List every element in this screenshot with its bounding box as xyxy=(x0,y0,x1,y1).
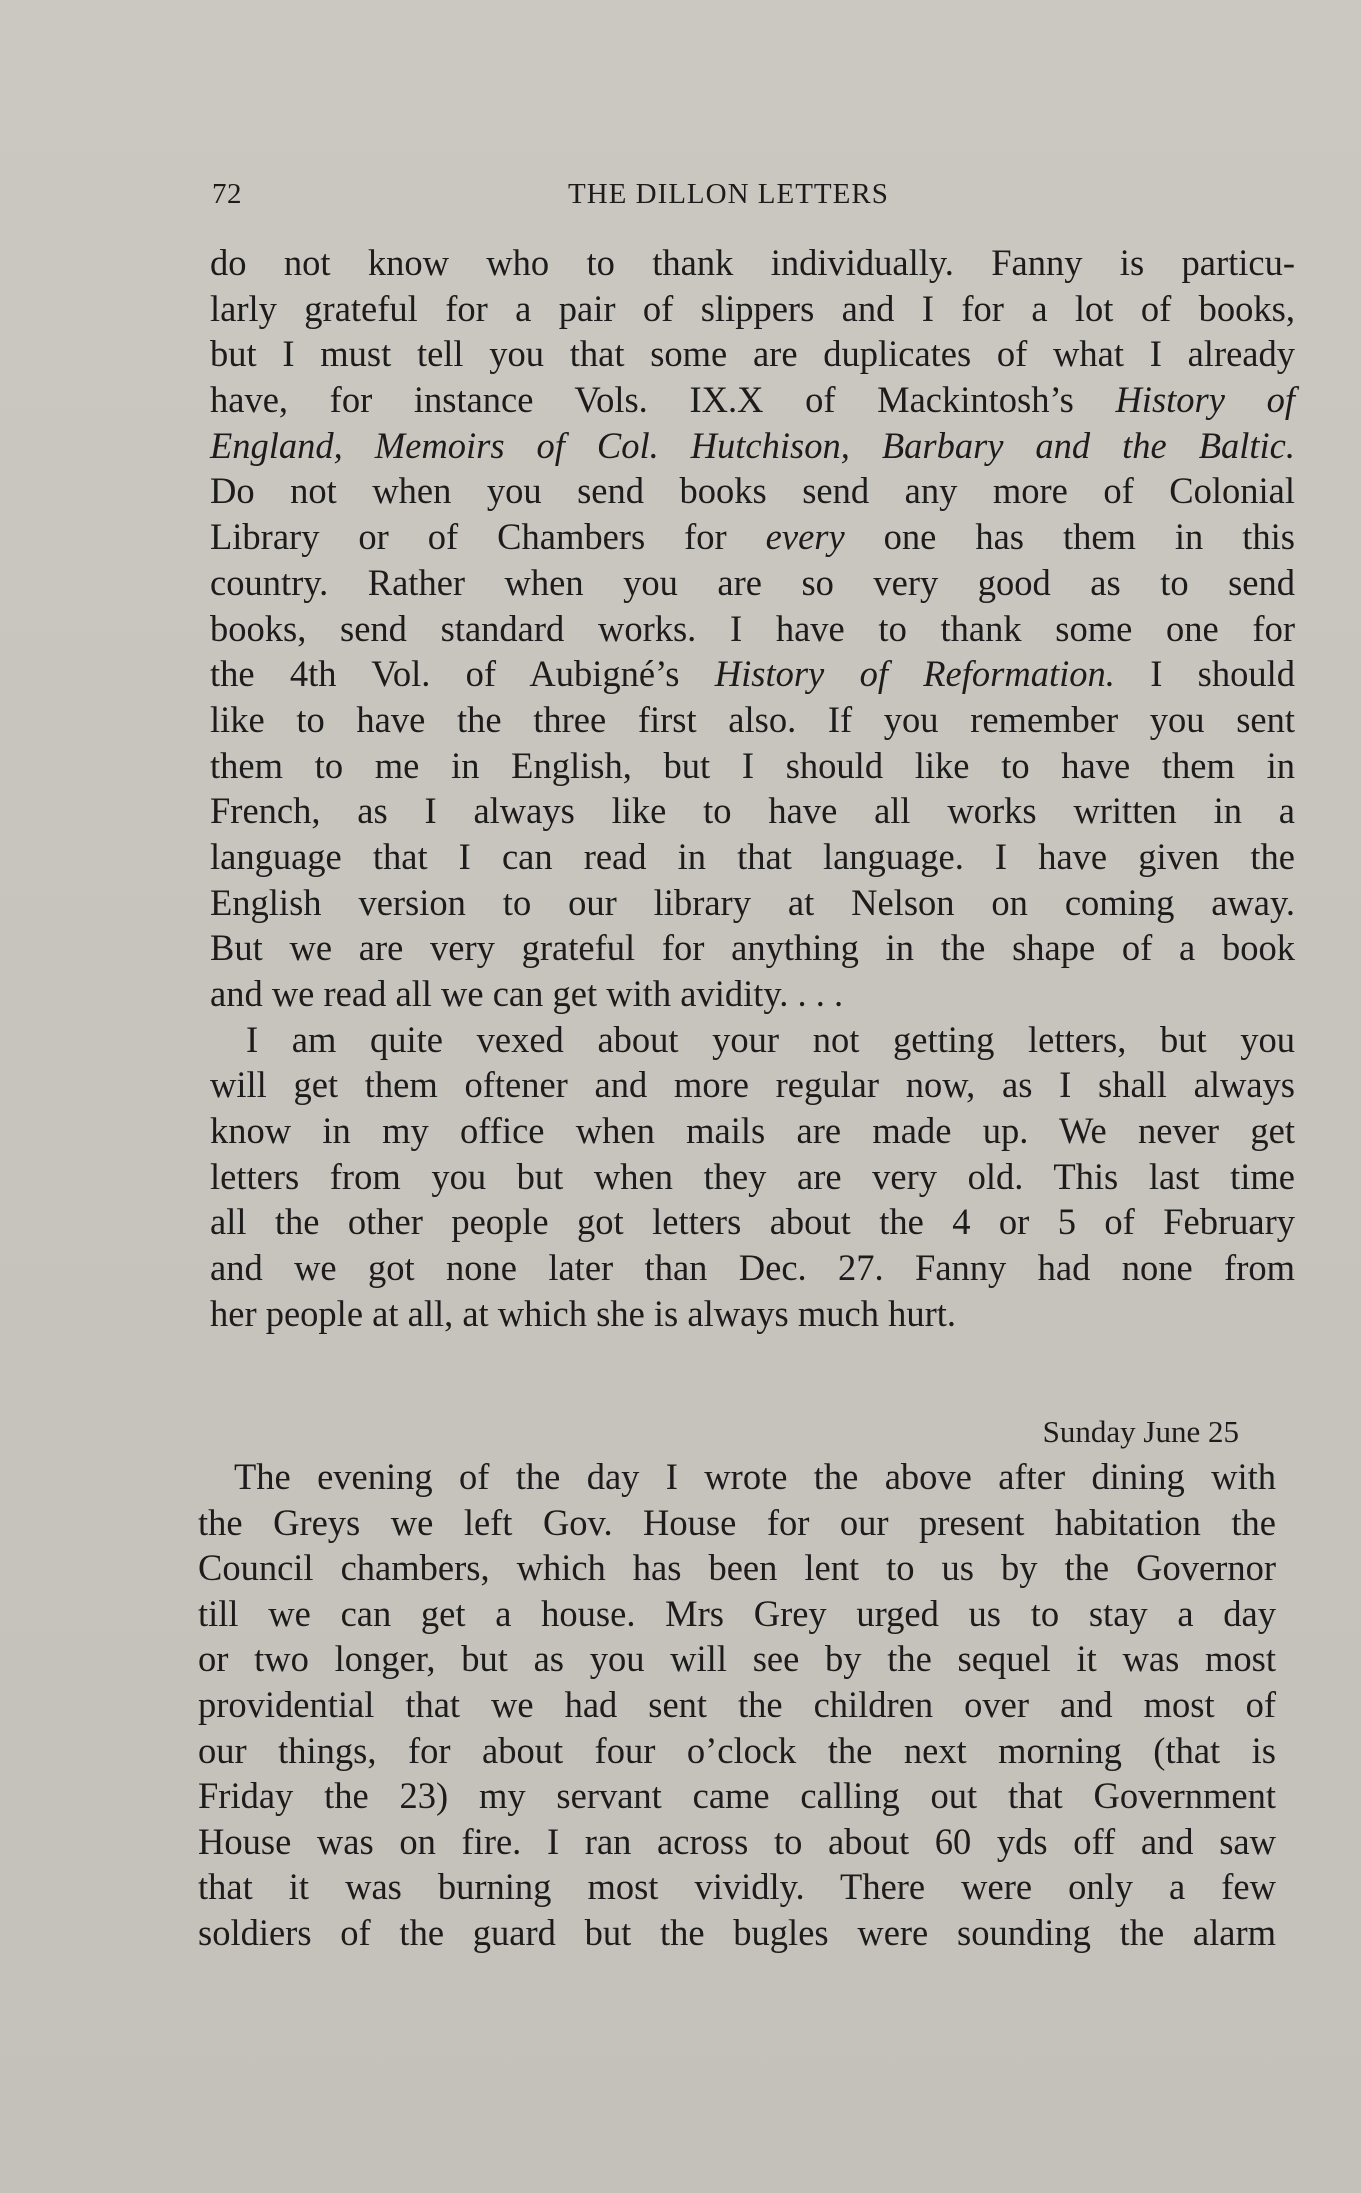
text-line xyxy=(198,1636,1276,1682)
text-line xyxy=(210,834,1295,880)
text-run: one has them in this xyxy=(844,516,1296,558)
text-line xyxy=(198,1545,1276,1591)
text-run: all the other people got letters about the 4 or 5 of February xyxy=(210,1201,1295,1243)
text-line xyxy=(210,1062,1295,1108)
text-line xyxy=(210,651,1295,697)
text-line xyxy=(198,1500,1276,1546)
text-line xyxy=(198,1910,1276,1956)
text-line xyxy=(210,697,1295,743)
text-line xyxy=(210,240,1295,286)
letter-body xyxy=(210,240,1295,1337)
text-line xyxy=(198,1454,1276,1500)
text-run: do not know who to thank individually. Fanny is particu- xyxy=(210,242,1295,283)
running-title: THE DILLON LETTERS xyxy=(568,178,889,210)
text-run: I am quite vexed about your not getting letters, but you xyxy=(246,1018,1295,1060)
text-run: have, for instance Vols. IX.X of Mackintosh’s xyxy=(210,379,1116,421)
text-run: or two longer, but as you will see by the sequel it was most xyxy=(198,1638,1276,1680)
text-line xyxy=(210,788,1295,834)
text-run: will get them oftener and more regular now, as I shall always xyxy=(210,1064,1295,1106)
text-line xyxy=(198,1773,1276,1819)
text-line xyxy=(210,925,1295,971)
italic-title: History of xyxy=(1115,379,1295,421)
text-run: letters from you but when they are very old. This last time xyxy=(210,1155,1295,1197)
text-line xyxy=(210,880,1295,926)
text-run: know in my office when mails are made up. We never get xyxy=(210,1110,1295,1152)
text-line xyxy=(198,1864,1276,1910)
text-run: House was on fire. I ran across to about 60 yds off and saw xyxy=(198,1820,1276,1862)
text-run: the Greys we left Gov. House for our present habitation the xyxy=(198,1501,1276,1543)
text-line xyxy=(210,743,1295,789)
text-line xyxy=(210,1245,1295,1291)
text-line xyxy=(198,1819,1276,1865)
text-line xyxy=(210,468,1295,514)
text-run: The evening of the day I wrote the above after dining with xyxy=(234,1456,1276,1497)
text-run: books, send standard works. I have to thank some one for xyxy=(210,607,1295,649)
text-line xyxy=(198,1682,1276,1728)
text-run: Library or of Chambers for xyxy=(210,516,766,558)
text-run: our things, for about four o’clock the next morning (that is xyxy=(198,1729,1276,1771)
text-line xyxy=(198,1591,1276,1637)
text-line xyxy=(210,1154,1295,1200)
text-run: English version to our library at Nelson on coming away. xyxy=(210,881,1295,923)
text-line xyxy=(210,377,1295,423)
text-run: like to have the three first also. If you remember you sent xyxy=(210,698,1295,740)
text-run: But we are very grateful for anything in the shape of a book xyxy=(210,927,1295,969)
text-run: Do not when you send books send any more of Colonial xyxy=(210,470,1295,512)
text-run: Friday the 23) my servant came calling out that Government xyxy=(198,1775,1276,1817)
text-run: larly grateful for a pair of slippers and I for a lot of books, xyxy=(210,287,1295,329)
text-line xyxy=(210,606,1295,652)
text-line xyxy=(210,514,1295,560)
text-line xyxy=(210,1291,1295,1337)
text-run: and we got none later than Dec. 27. Fanny had none from xyxy=(210,1247,1295,1289)
italic-title: England, Memoirs of Col. Hutchison, Barbary and the Baltic. xyxy=(210,424,1295,466)
text-run: soldiers of the guard but the bugles were sounding the alarm xyxy=(198,1911,1276,1953)
text-run: her people at all, at which she is always much hurt. xyxy=(210,1292,957,1334)
text-run: Council chambers, which has been lent to us by the Governor xyxy=(198,1547,1276,1589)
running-head xyxy=(212,178,1272,218)
text-run: till we can get a house. Mrs Grey urged us to stay a day xyxy=(198,1592,1276,1634)
text-run: country. Rather when you are so very good as to send xyxy=(210,561,1295,603)
text-run: language that I can read in that language. I have given the xyxy=(210,835,1295,877)
text-run: but I must tell you that some are duplicates of what I already xyxy=(210,333,1295,375)
text-run: I should xyxy=(1114,653,1295,695)
text-line xyxy=(210,1199,1295,1245)
text-line xyxy=(210,1108,1295,1154)
text-run: the 4th Vol. of Aubigné’s xyxy=(210,653,715,695)
text-line xyxy=(210,1017,1295,1063)
italic-title: History of Reformation. xyxy=(714,653,1115,695)
text-run: and we read all we can get with avidity. . . . xyxy=(210,973,844,1014)
dated-entry xyxy=(198,1410,1276,1956)
text-run: providential that we had sent the children over and most of xyxy=(198,1683,1276,1725)
dateline: Sunday June 25 xyxy=(1042,1414,1239,1449)
text-run: them to me in English, but I should like to have them in xyxy=(210,744,1295,786)
page-number: 72 xyxy=(212,178,242,210)
text-line xyxy=(210,331,1295,377)
entry-body xyxy=(198,1454,1276,1956)
text-run: French, as I always like to have all works written in a xyxy=(210,790,1295,832)
text-line xyxy=(198,1728,1276,1774)
text-line xyxy=(210,423,1295,469)
italic-title: every xyxy=(765,516,845,558)
text-run: that it was burning most vividly. There were only a few xyxy=(198,1866,1276,1908)
text-line xyxy=(210,286,1295,332)
text-line xyxy=(210,560,1295,606)
text-line xyxy=(210,971,1295,1017)
